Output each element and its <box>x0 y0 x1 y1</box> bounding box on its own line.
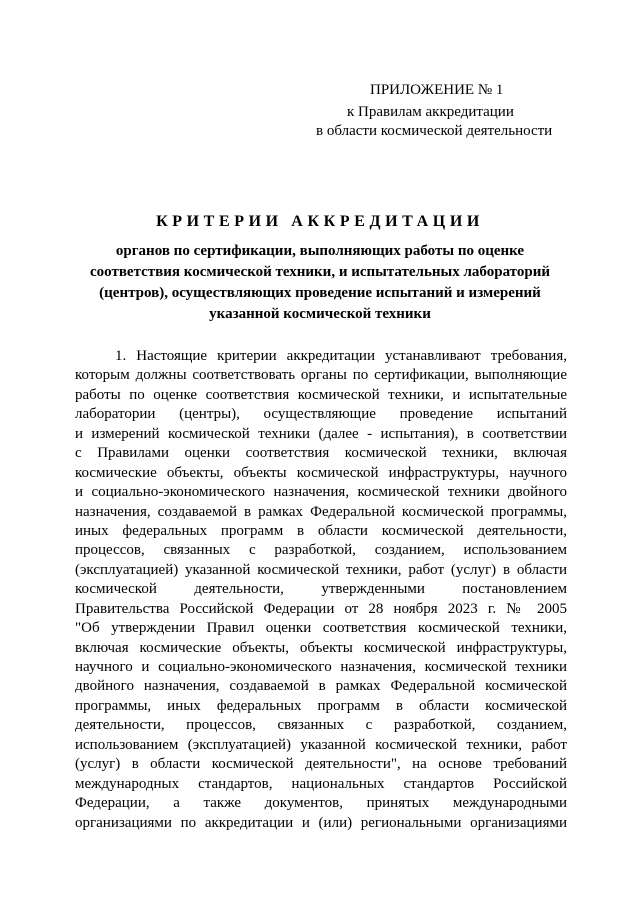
appendix-title: ПРИЛОЖЕНИЕ № 1 <box>370 82 504 98</box>
body-line: международных стандартов, национальных стандартов Российской <box>75 775 567 792</box>
body-line: работы по оценке соответствия космической техники, и испытательные <box>75 386 567 403</box>
body-line: и измерений космической техники (далее - испытания), в соответствии <box>75 425 567 442</box>
subtitle-line: органов по сертификации, выполняющих работы по оценке <box>115 243 525 259</box>
body-line: 1. Настоящие критерии аккредитации устанавливают требования, <box>115 348 567 364</box>
appendix-line-1: к Правилам аккредитации <box>347 104 514 120</box>
body-line: процессов, связанных с разработкой, созданием, использованием <box>75 542 567 559</box>
body-line: Федерации, а также документов, принятых международными <box>75 795 567 812</box>
body-line: двойного назначения, создаваемой в рамках Федеральной космической <box>75 678 567 695</box>
appendix-line-2: в области космической деятельности <box>316 123 553 139</box>
document-title: КРИТЕРИИ АККРЕДИТАЦИИ <box>156 213 484 230</box>
subtitle-line: (центров), осуществляющих проведение испытаний и измерений <box>99 285 541 301</box>
body-line: которым должны соответствовать органы по сертификации, выполняющие <box>75 367 567 384</box>
body-line: лаборатории (центры), осуществляющие проведение испытаний <box>75 406 567 423</box>
document-subtitle <box>70 241 570 325</box>
body-line: Правительства Российской Федерации от 28 ноября 2023 г. № 2005 <box>75 600 567 617</box>
body-line: космической деятельности, утвержденными постановлением <box>75 581 567 598</box>
body-line: (услуг) в области космической деятельности", на основе требований <box>75 756 567 773</box>
body-line: назначения, создаваемой в рамках Федеральной космической программы, <box>75 503 567 520</box>
subtitle-line: соответствия космической техники, и испытательных лабораторий <box>90 264 550 280</box>
body-line: программы, иных федеральных программ в области космической <box>75 697 567 714</box>
body-line: научного и социально-экономического назначения, космической техники <box>75 659 567 675</box>
body-line: использованием (эксплуатацией) указанной космической техники, работ <box>75 736 567 753</box>
body-line: организациями по аккредитации и (или) региональными организациями <box>75 814 567 831</box>
body-line: деятельности, процессов, связанных с разработкой, созданием, <box>75 717 567 734</box>
body-line: (эксплуатацией) указанной космической техники, работ (услуг) в области <box>75 561 567 578</box>
body-line: "Об утверждении Правил оценки соответствия космической техники, <box>75 620 567 637</box>
subtitle-line: указанной космической техники <box>209 306 431 322</box>
body-line: включая космические объекты, объекты космической инфраструктуры, <box>75 639 567 656</box>
body-line: космические объекты, объекты космической инфраструктуры, научного <box>75 464 567 481</box>
body-paragraph <box>75 347 567 833</box>
body-line: с Правилами оценки соответствия космической техники, включая <box>75 445 567 462</box>
body-line: и социально-экономического назначения, космической техники двойного <box>75 484 567 501</box>
body-line: иных федеральных программ в области космической деятельности, <box>75 522 567 539</box>
